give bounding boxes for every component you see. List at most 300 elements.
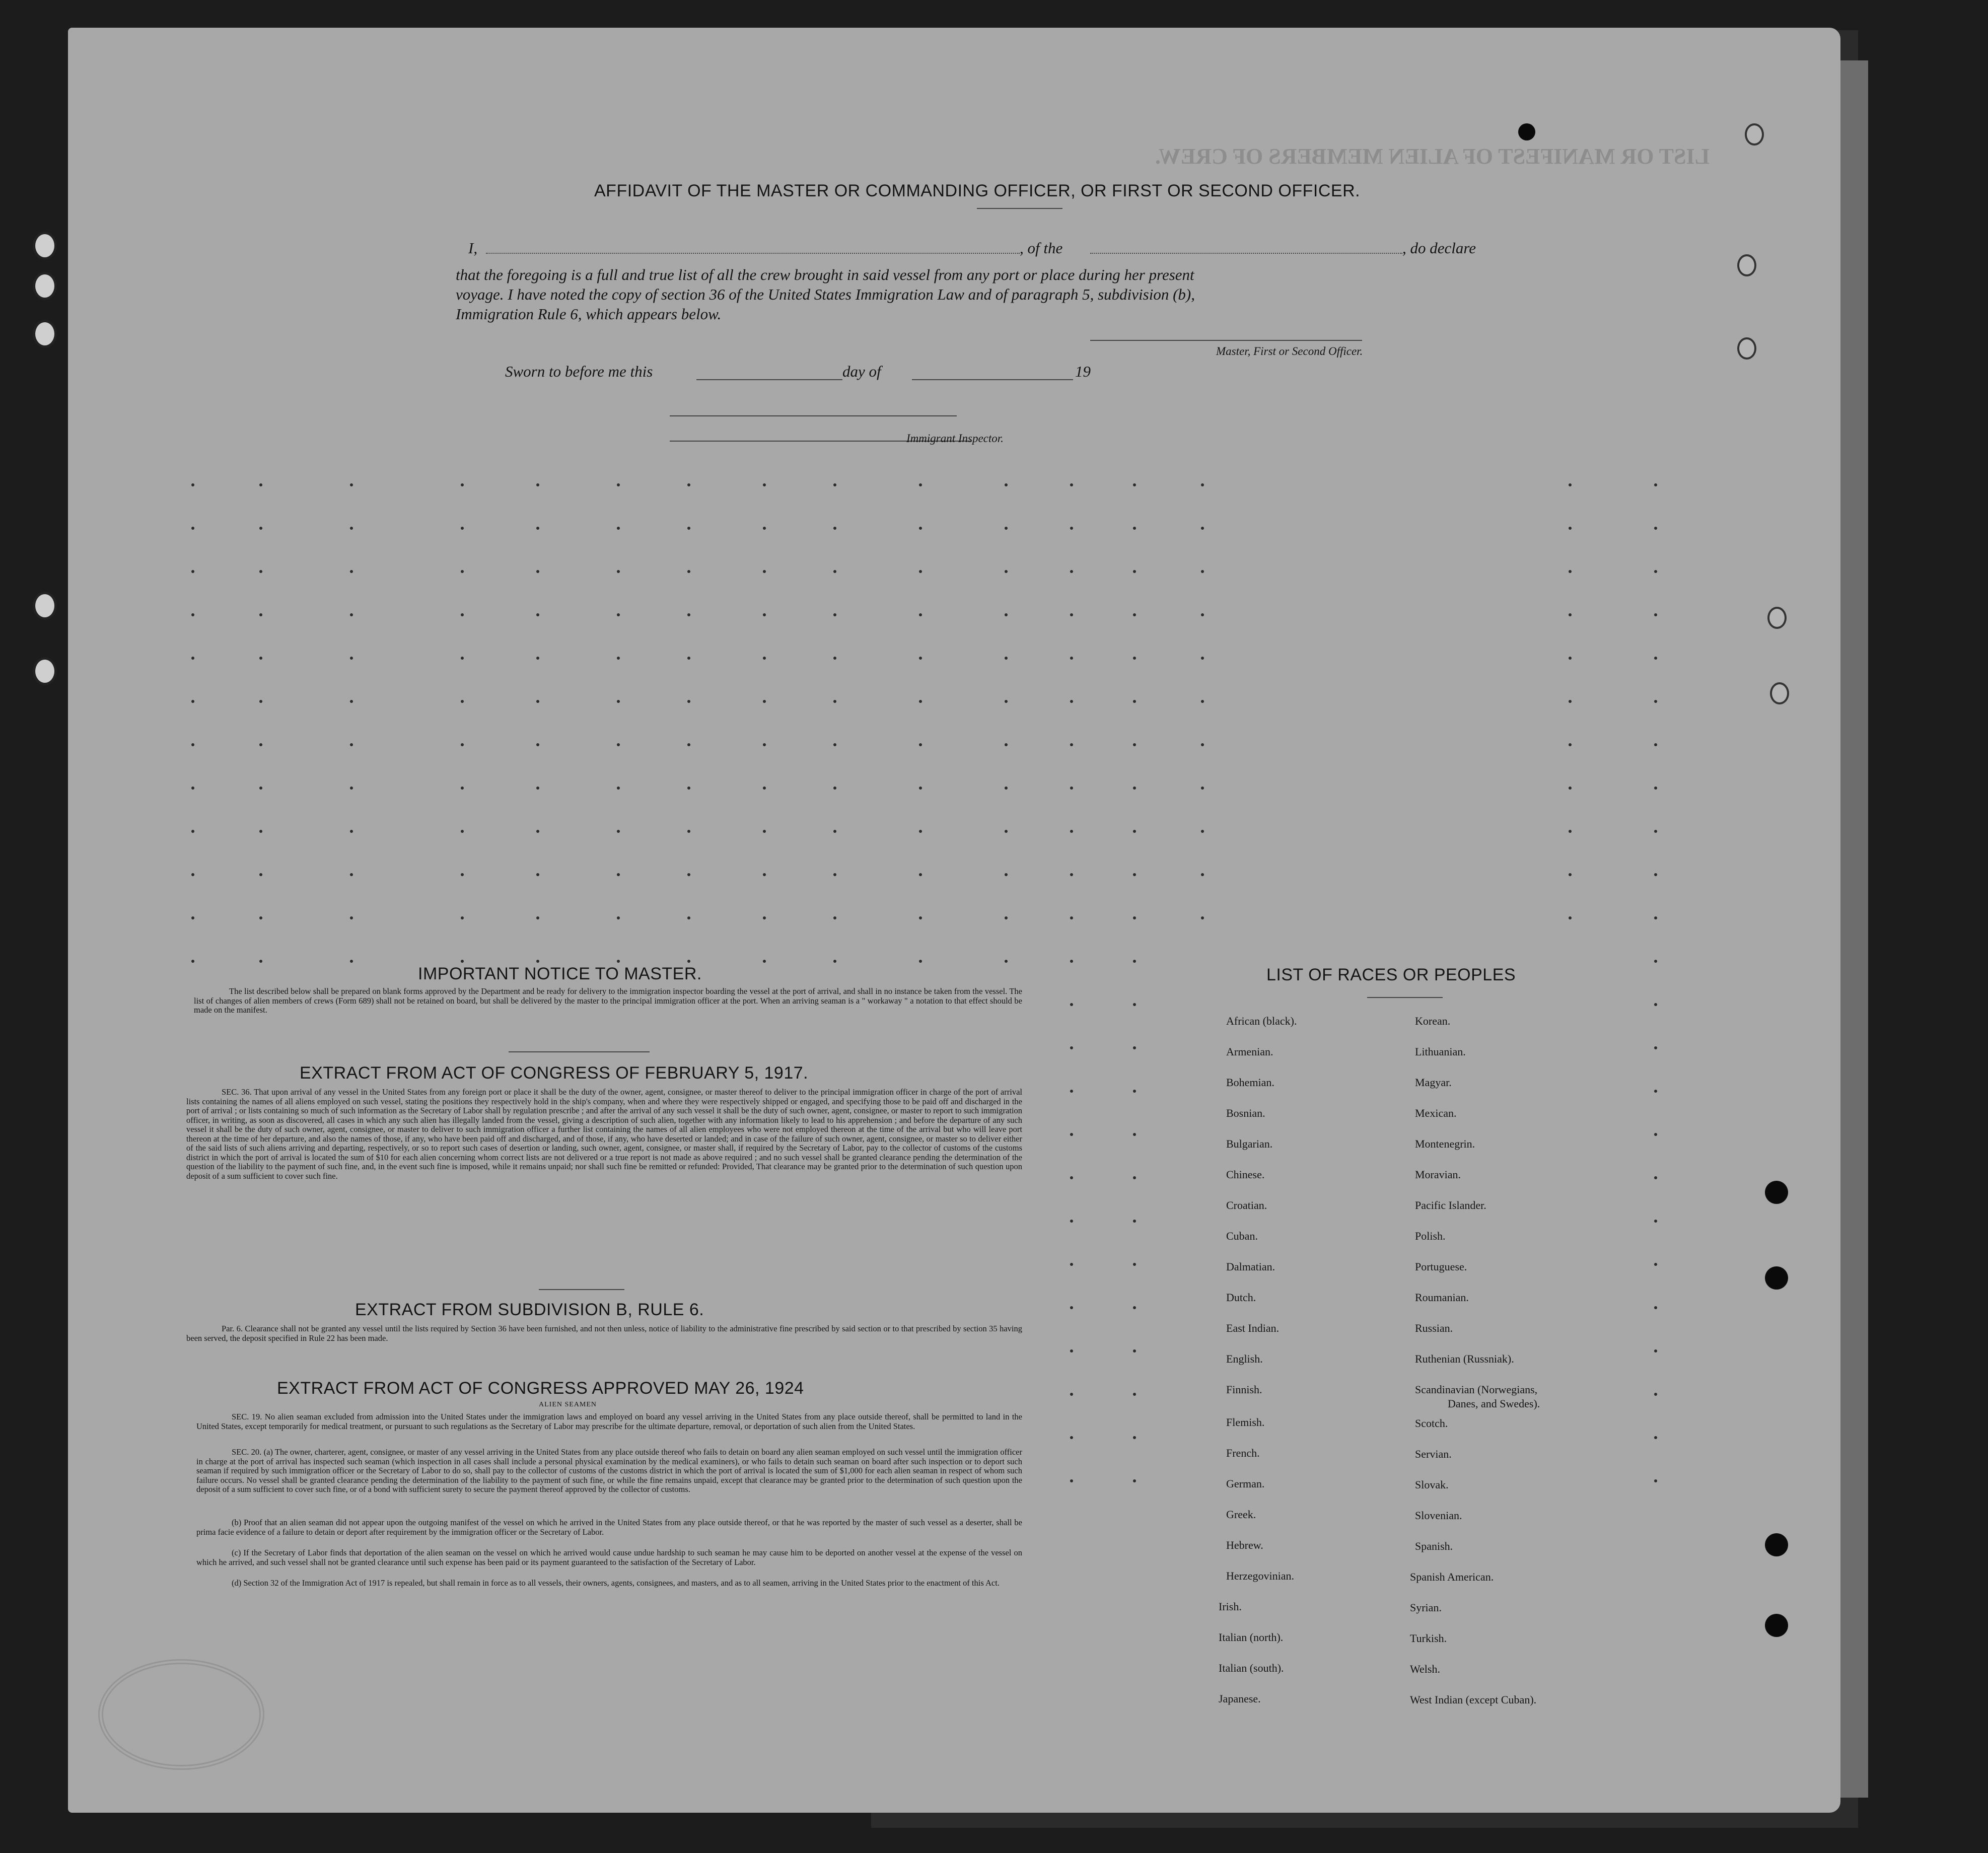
ledger-dot (833, 527, 836, 530)
ledger-dot (1070, 1090, 1073, 1093)
race-item: Montenegrin. (1415, 1137, 1475, 1150)
affidavit-of-the: , of the (1020, 239, 1063, 257)
ledger-dot (536, 743, 539, 746)
race-item: Irish. (1219, 1600, 1242, 1613)
ledger-dot (1201, 830, 1204, 833)
race-item: Dutch. (1226, 1291, 1256, 1304)
ledger-dot (1070, 960, 1073, 963)
race-item: West Indian (except Cuban). (1410, 1693, 1537, 1706)
ledger-dot (1005, 483, 1008, 486)
notice-body: The list described below shall be prepared on blank forms approved by the Department and be ready for delivery to the immigration inspector boarding the vessel at the port of arrival, and shall in no instance be taken from the vessel. The list of changes of alien members of crews (Form 689) shall not be retained on board, but shall be delivered by the master to the principal immigration officer at the port. When an arriving seaman is a " workaway " a notation to that effect should be made on the manifest. (194, 986, 1022, 1015)
ledger-dot (687, 916, 690, 919)
race-item: Pacific Islander. (1415, 1199, 1486, 1211)
ledger-dot (461, 700, 464, 703)
ledger-dot (1654, 1436, 1657, 1439)
title-underline (977, 208, 1062, 209)
extract-1917-title: EXTRACT FROM ACT OF CONGRESS OF FEBRUARY 5, 1917. (300, 1063, 809, 1083)
ledger-dot (191, 613, 194, 616)
ledger-dot (259, 916, 262, 919)
ledger-dot (191, 657, 194, 660)
ledger-dot (617, 570, 620, 573)
race-item: Magyar. (1415, 1076, 1452, 1089)
ledger-dot (1133, 1436, 1136, 1439)
ledger-dot (919, 743, 922, 746)
ledger-dot (1070, 787, 1073, 790)
sec20b: (b) Proof that an alien seaman did not appear upon the outgoing manifest of the vessel on which he arrived in the United States from any place outside thereof, or that he was reported by the master of such vessel as a deserter, shall be prima facie evidence of a failure to detain or deport after requirement by the immigration officer or the Secretary of Labor. (196, 1518, 1022, 1537)
ledger-dot (1133, 1090, 1136, 1093)
affidavit-line4: Immigration Rule 6, which appears below. (456, 305, 722, 323)
ledger-dot (1133, 1479, 1136, 1482)
ledger-dot (1569, 527, 1572, 530)
ledger-dot (191, 916, 194, 919)
ledger-dot (919, 527, 922, 530)
ledger-dot (617, 916, 620, 919)
ledger-dot (1133, 1220, 1136, 1223)
ledger-dot (617, 483, 620, 486)
ledger-dot (1569, 570, 1572, 573)
ledger-dot (191, 483, 194, 486)
ledger-dot (1569, 657, 1572, 660)
races-title: LIST OF RACES OR PEOPLES (1266, 965, 1516, 984)
race-item-continuation: Danes, and Swedes). (1448, 1397, 1540, 1410)
race-item: English. (1226, 1352, 1263, 1365)
ledger-dot (536, 830, 539, 833)
ledger-dot (833, 873, 836, 876)
ledger-dot (1070, 873, 1073, 876)
ledger-dot (1654, 527, 1657, 530)
extract-1917-body: SEC. 36. That upon arrival of any vessel in the United States from any foreign port or place it shall be the duty of the owner, agent, consignee, or master thereof to deliver to the principal immigration officer in charge of the port of arrival lists containing the names of all aliens employed on such vessel, stating the positions they respectively hold in the ship's company, when and where they were respectively shipped or engaged, and specifying those to be paid off and discharged in the port of arrival ; or lists containing so much of such information as the Secretary of Labor shall by regulation prescribe ; and after the arrival of any such vessel it shall be the duty of such owner, agent, consignee, or master to report to such immigration officer, in writing, as soon as discovered, all cases in which any such alien has illegally landed from the vessel, giving a description of such alien, together with any information likely to lead to his apprehension ; and before the departure of any such vessel it shall be the duty of such owner, agent, consignee, or master to deliver to such immigration officer a further list containing the names of all alien employees who were not employed thereon at the time of the arrival but who will leave port thereon at the time of her departure, and also the names of those, if any, who have been paid off and discharged, and of those, if any, who have deserted or landed; and in case of the failure of such owner, agent, consignee, or master so to deliver either of the said lists of such aliens arriving and departing, respectively, or so to report such cases of desertion or landing, such owner, agent, consignee, or master shall, if required by the Secretary of Labor, pay to the collector of customs of the customs district in which the port of arrival is located the sum of $10 for each alien concerning whom correct lists are not delivered or a true report is not made as above required ; and no such vessel shall be granted clearance pending the determination of the question of the liability to the payment of such fine, and, in the event such fine is imposed, while it remains unpaid; nor shall such fine be remitted or refunded: Provided, That clearance may be granted prior to the determination of such question upon deposit of a sum sufficient to cover such fine. (186, 1087, 1022, 1181)
ledger-dot (1005, 613, 1008, 616)
show-through-heading: LIST OR MANIFEST OF ALIEN MEMBERS OF CREW. (1155, 144, 1710, 169)
ledger-dot (191, 787, 194, 790)
race-item: Mexican. (1415, 1107, 1457, 1119)
ledger-dot (1005, 657, 1008, 660)
ledger-dot (1133, 916, 1136, 919)
race-item: Servian. (1415, 1448, 1452, 1460)
race-item: Greek. (1226, 1508, 1256, 1521)
ledger-dot (536, 613, 539, 616)
ledger-dot (1569, 830, 1572, 833)
ledger-dot (919, 916, 922, 919)
ledger-dot (919, 700, 922, 703)
ledger-dot (1654, 1479, 1657, 1482)
ledger-dot (919, 483, 922, 486)
punch-hole (1765, 1266, 1788, 1290)
affidavit-line2: that the foregoing is a full and true list of all the crew brought in said vessel from any port or place during her present (456, 266, 1194, 283)
sworn-day-blank (696, 379, 842, 380)
ledger-dot (350, 527, 353, 530)
race-item: East Indian. (1226, 1322, 1280, 1334)
punch-hole (1765, 1614, 1788, 1637)
race-item: Portuguese. (1415, 1260, 1467, 1273)
ledger-dot (1201, 787, 1204, 790)
ledger-dot (350, 960, 353, 963)
ledger-dot (1070, 743, 1073, 746)
ledger-dot (763, 700, 766, 703)
race-item: Hebrew. (1226, 1539, 1263, 1551)
ledger-dot (536, 700, 539, 703)
binder-hole (33, 592, 57, 620)
ledger-dot (687, 613, 690, 616)
ledger-dot (1005, 960, 1008, 963)
ledger-dot (1070, 1220, 1073, 1223)
ledger-dot (461, 613, 464, 616)
sec20a: SEC. 20. (a) The owner, charterer, agent, consignee, or master of any vessel arriving in the United States from any place outside thereof who fails to detain on board any alien seaman employed on such vessel until the immigration officer in charge at the port of arrival has inspected such seaman (which inspection in all cases shall include a personal physical examination by the medical examiners), or who fails to detain such seaman on board after such inspection or to deport such seaman if required by such immigration officer or the Secretary of Labor to do so, shall pay to the collector of customs of the customs district in which the port of arrival is located the sum of $1,000 for each alien seaman in respect of whom such failure occurs. No vessel shall be granted clearance pending the determination of the liability to the payment of such fine, or while the fine remains unpaid, except that clearance may be granted prior to the determination of such question upon the deposit of a sum sufficient to cover such fine, or of a bond with sufficient surety to secure the payment thereof approved by the collector of customs. (196, 1447, 1022, 1494)
ledger-dot (1070, 570, 1073, 573)
ledger-dot (1569, 873, 1572, 876)
ledger-dot (461, 873, 464, 876)
affidavit-title: AFFIDAVIT OF THE MASTER OR COMMANDING OFFICER, OR FIRST OR SECOND OFFICER. (594, 181, 1361, 200)
race-item: Slovenian. (1415, 1509, 1462, 1522)
ledger-dot (1070, 1436, 1073, 1439)
race-item: Roumanian. (1415, 1291, 1469, 1304)
ledger-dot (833, 483, 836, 486)
ledger-dot (259, 570, 262, 573)
ledger-dot (259, 700, 262, 703)
race-item: Russian. (1415, 1322, 1453, 1334)
ledger-dot (191, 743, 194, 746)
sec20d: (d) Section 32 of the Immigration Act of 1917 is repealed, but shall remain in force as to all vessels, their owners, agents, consignees, and masters, and as to all seamen, arriving in the United States prior to the enactment of this Act. (232, 1578, 1000, 1588)
ledger-dot (461, 743, 464, 746)
ledger-dot (461, 787, 464, 790)
extract-1924-title: EXTRACT FROM ACT OF CONGRESS APPROVED MAY 26, 1924 (277, 1379, 804, 1398)
ledger-dot (1654, 1046, 1657, 1049)
ledger-dot (1070, 1263, 1073, 1266)
binder-hole (33, 232, 57, 260)
ledger-dot (1133, 787, 1136, 790)
ledger-dot (461, 830, 464, 833)
ledger-dot (1133, 1003, 1136, 1006)
ledger-dot (1133, 830, 1136, 833)
ledger-dot (763, 743, 766, 746)
ledger-dot (833, 700, 836, 703)
ledger-dot (259, 527, 262, 530)
ledger-dot (1005, 743, 1008, 746)
ledger-dot (617, 613, 620, 616)
ledger-dot (1133, 960, 1136, 963)
ledger-dot (1201, 873, 1204, 876)
ledger-dot (350, 743, 353, 746)
ledger-dot (1201, 743, 1204, 746)
ledger-dot (350, 657, 353, 660)
ledger-dot (687, 700, 690, 703)
document-page (68, 28, 1840, 1813)
ledger-dot (191, 960, 194, 963)
ledger-dot (191, 570, 194, 573)
race-item: Herzegovinian. (1226, 1570, 1294, 1582)
ledger-dot (1654, 916, 1657, 919)
ledger-dot (536, 527, 539, 530)
ledger-dot (350, 700, 353, 703)
ledger-dot (1133, 613, 1136, 616)
affidavit-i: I, (468, 239, 478, 257)
binder-hole (1767, 607, 1787, 629)
ledger-dot (1654, 1003, 1657, 1006)
ledger-dot (919, 570, 922, 573)
ledger-dot (763, 873, 766, 876)
race-item: Bohemian. (1226, 1076, 1274, 1089)
ledger-dot (350, 873, 353, 876)
race-item: Ruthenian (Russniak). (1415, 1352, 1514, 1365)
ledger-dot (687, 830, 690, 833)
ledger-dot (1654, 1220, 1657, 1223)
ledger-dot (1201, 483, 1204, 486)
ledger-dot (687, 743, 690, 746)
sec20c: (c) If the Secretary of Labor finds that deportation of the alien seaman on the vessel on which he arrived would cause undue hardship to such seaman he may cause him to be deported on another vessel at the expense of the vessel on which he arrived, and such vessel shall not be granted clearance until such expense has been paid or its payment guaranteed to the satisfaction of the Secretary of Labor. (196, 1548, 1022, 1567)
ledger-dot (1133, 1046, 1136, 1049)
race-item: German. (1226, 1477, 1265, 1490)
extract-1924-subtitle: ALIEN SEAMEN (539, 1401, 597, 1408)
ledger-dot (1654, 700, 1657, 703)
ledger-dot (1654, 1393, 1657, 1396)
ledger-dot (461, 657, 464, 660)
race-item: Spanish. (1415, 1540, 1453, 1552)
race-item: Syrian. (1410, 1601, 1442, 1614)
ledger-dot (191, 830, 194, 833)
ledger-dot (1654, 1176, 1657, 1179)
ledger-dot (1070, 1306, 1073, 1309)
ledger-dot (1654, 570, 1657, 573)
binder-hole (1737, 254, 1756, 276)
ledger-dot (536, 657, 539, 660)
sworn-day-of: day of (842, 363, 881, 380)
race-item: Italian (north). (1219, 1631, 1284, 1644)
ledger-dot (350, 483, 353, 486)
ledger-dot (687, 527, 690, 530)
binder-hole (1737, 337, 1756, 360)
ledger-dot (1005, 830, 1008, 833)
ledger-dot (1005, 916, 1008, 919)
punch-hole (1518, 123, 1535, 140)
punch-hole (1765, 1181, 1788, 1204)
ledger-dot (1005, 873, 1008, 876)
ledger-dot (833, 743, 836, 746)
ledger-dot (687, 570, 690, 573)
ledger-dot (1654, 873, 1657, 876)
ledger-dot (1070, 1479, 1073, 1482)
name-blank (486, 253, 1020, 254)
ledger-dot (1005, 787, 1008, 790)
ledger-dot (919, 873, 922, 876)
ledger-dot (1569, 787, 1572, 790)
ledger-dot (259, 960, 262, 963)
ledger-dot (1201, 700, 1204, 703)
ledger-dot (536, 960, 539, 963)
ledger-dot (763, 613, 766, 616)
ledger-dot (1569, 483, 1572, 486)
ledger-dot (687, 657, 690, 660)
affidavit-line3: voyage. I have noted the copy of section 36 of the United States Immigration Law and of paragraph 5, subdivision (b), (456, 286, 1195, 303)
ledger-dot (833, 570, 836, 573)
race-item: Italian (south). (1219, 1662, 1284, 1674)
signature-line (1090, 340, 1362, 341)
ledger-dot (1070, 1046, 1073, 1049)
inspector-signature-line (670, 415, 957, 416)
race-item: Spanish American. (1410, 1571, 1494, 1583)
ledger-dot (1070, 830, 1073, 833)
race-item: Welsh. (1410, 1663, 1440, 1675)
ledger-dot (617, 830, 620, 833)
ledger-dot (833, 830, 836, 833)
punch-hole (1765, 1533, 1788, 1556)
ledger-dot (1070, 1393, 1073, 1396)
ledger-dot (1201, 613, 1204, 616)
race-item: Scandinavian (Norwegians, (1415, 1383, 1538, 1396)
ledger-dot (763, 527, 766, 530)
sec19: SEC. 19. No alien seaman excluded from admission into the United States under the immigration laws and employed on board any vessel arriving in the United States from any place outside thereof, shall be permitted to land in the United States, except temporarily for medical treatment, or pursuant to such regulations as the Secretary of Labor may prescribe for the ultimate departure, removal, or deportation of such alien from the United States. (196, 1412, 1022, 1431)
ledger-dot (1201, 657, 1204, 660)
notice-title: IMPORTANT NOTICE TO MASTER. (418, 964, 702, 983)
ledger-dot (763, 830, 766, 833)
ledger-dot (259, 873, 262, 876)
ledger-dot (687, 787, 690, 790)
ledger-dot (617, 527, 620, 530)
ledger-dot (1654, 1090, 1657, 1093)
ledger-dot (259, 787, 262, 790)
ledger-dot (1654, 1133, 1657, 1136)
ledger-dot (536, 570, 539, 573)
ledger-dot (536, 787, 539, 790)
extract-rule6-title: EXTRACT FROM SUBDIVISION B, RULE 6. (355, 1300, 704, 1319)
ledger-dot (350, 613, 353, 616)
signature-label: Master, First or Second Officer. (1216, 345, 1363, 358)
ledger-dot (687, 873, 690, 876)
binder-hole (33, 320, 57, 348)
race-item: Chinese. (1226, 1168, 1265, 1181)
extract-rule6-body: Par. 6. Clearance shall not be granted any vessel until the lists required by Section 36 have been furnished, and not then unless, notice of liability to the administrative fine prescribed by said section or to that prescribed by section 35 having been served, the deposit specified in Rule 22 has been made. (186, 1324, 1022, 1343)
ledger-dot (1654, 657, 1657, 660)
ledger-dot (617, 960, 620, 963)
ledger-dot (1569, 916, 1572, 919)
ledger-dot (617, 657, 620, 660)
race-item: Japanese. (1219, 1692, 1261, 1705)
race-item: African (black). (1226, 1015, 1297, 1027)
ledger-dot (1133, 1349, 1136, 1352)
ledger-dot (1654, 1306, 1657, 1309)
ledger-dot (1201, 527, 1204, 530)
ledger-dot (191, 527, 194, 530)
ledger-dot (191, 873, 194, 876)
ledger-dot (763, 483, 766, 486)
binder-hole (1745, 123, 1764, 146)
binder-hole (33, 657, 57, 685)
ledger-dot (617, 787, 620, 790)
ledger-dot (833, 613, 836, 616)
inspector-label: Immigrant Inspector. (906, 432, 1004, 445)
ledger-dot (1133, 700, 1136, 703)
race-item: Dalmatian. (1226, 1260, 1275, 1273)
ledger-dot (350, 787, 353, 790)
race-item: Bulgarian. (1226, 1137, 1273, 1150)
ledger-dot (1070, 916, 1073, 919)
ledger-dot (1133, 570, 1136, 573)
ledger-dot (1133, 1393, 1136, 1396)
ledger-dot (350, 916, 353, 919)
sworn-year: 19 (1075, 363, 1091, 380)
race-item: Moravian. (1415, 1168, 1461, 1181)
ledger-dot (536, 873, 539, 876)
ledger-dot (1005, 527, 1008, 530)
ledger-dot (833, 960, 836, 963)
ledger-dot (1070, 1349, 1073, 1352)
ledger-dot (259, 743, 262, 746)
ledger-dot (191, 700, 194, 703)
ledger-dot (1133, 873, 1136, 876)
ledger-dot (1654, 1263, 1657, 1266)
ledger-dot (1569, 613, 1572, 616)
ledger-dot (1133, 483, 1136, 486)
ledger-dot (259, 613, 262, 616)
ledger-dot (1654, 483, 1657, 486)
race-item: Slovak. (1415, 1478, 1449, 1491)
ledger-dot (1070, 700, 1073, 703)
ledger-dot (1133, 743, 1136, 746)
ledger-dot (617, 873, 620, 876)
ledger-dot (1133, 1176, 1136, 1179)
ledger-dot (1201, 570, 1204, 573)
race-item: Croatian. (1226, 1199, 1267, 1211)
race-item: Korean. (1415, 1015, 1451, 1027)
ledger-dot (919, 960, 922, 963)
ledger-dot (259, 830, 262, 833)
ledger-dot (1133, 1133, 1136, 1136)
ledger-dot (1201, 916, 1204, 919)
ledger-dot (1133, 1306, 1136, 1309)
ledger-dot (536, 483, 539, 486)
faint-stamp (98, 1659, 264, 1770)
race-item: Flemish. (1226, 1416, 1265, 1429)
sworn-prefix: Sworn to before me this (505, 363, 653, 380)
race-item: Armenian. (1226, 1045, 1273, 1058)
ledger-dot (1569, 700, 1572, 703)
ledger-dot (1005, 570, 1008, 573)
ledger-dot (687, 483, 690, 486)
ledger-dot (1070, 1176, 1073, 1179)
ledger-dot (536, 916, 539, 919)
ledger-dot (350, 570, 353, 573)
race-item: Finnish. (1226, 1383, 1262, 1396)
ledger-dot (461, 916, 464, 919)
ledger-dot (617, 743, 620, 746)
ledger-dot (763, 916, 766, 919)
race-item: French. (1226, 1447, 1260, 1459)
ledger-dot (259, 483, 262, 486)
ledger-dot (763, 960, 766, 963)
ledger-dot (687, 960, 690, 963)
ledger-dot (1070, 527, 1073, 530)
race-item: Polish. (1415, 1230, 1446, 1242)
race-item: Turkish. (1410, 1632, 1447, 1645)
race-item: Cuban. (1226, 1230, 1258, 1242)
ledger-dot (1654, 830, 1657, 833)
ledger-dot (617, 700, 620, 703)
binder-hole (1770, 682, 1789, 704)
race-item: Scotch. (1415, 1417, 1448, 1430)
ledger-dot (1654, 743, 1657, 746)
divider (509, 1051, 650, 1052)
ledger-dot (461, 960, 464, 963)
ledger-dot (1070, 613, 1073, 616)
ledger-dot (1133, 657, 1136, 660)
ledger-dot (919, 830, 922, 833)
ledger-dot (1654, 960, 1657, 963)
vessel-blank (1090, 253, 1402, 254)
ledger-dot (833, 787, 836, 790)
race-item: Lithuanian. (1415, 1045, 1466, 1058)
ledger-dot (763, 657, 766, 660)
ledger-dot (350, 830, 353, 833)
ledger-dot (1654, 1349, 1657, 1352)
